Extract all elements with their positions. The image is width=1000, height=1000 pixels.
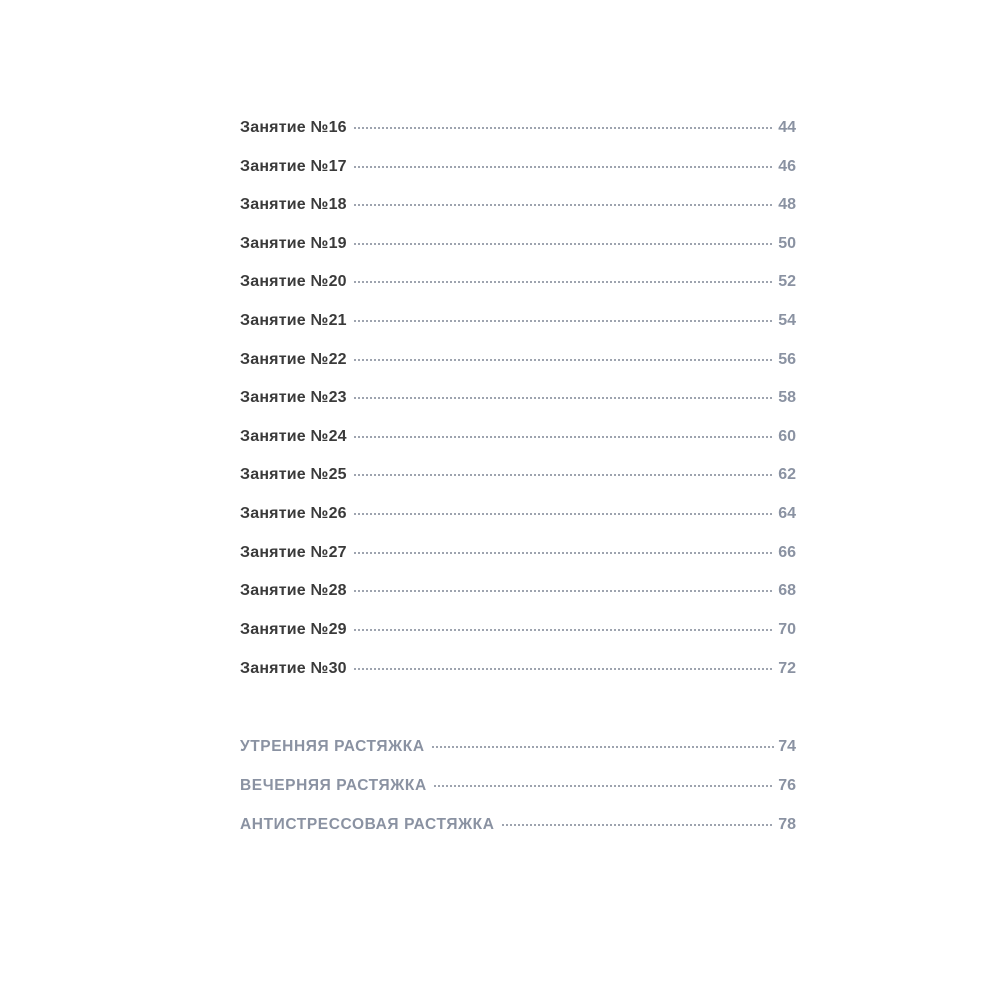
- dot-leader: [433, 785, 774, 787]
- dot-leader: [353, 397, 774, 399]
- toc-entry-page-number: 46: [778, 158, 796, 175]
- toc-entry-label: Занятие №28: [240, 582, 347, 599]
- toc-entry-lesson-20[interactable]: [240, 261, 796, 291]
- toc-entry-morning-stretch[interactable]: [240, 726, 796, 756]
- toc-section-label: УТРЕННЯЯ РАСТЯЖКА: [240, 738, 425, 755]
- toc-entry-lesson-28[interactable]: [240, 570, 796, 600]
- dot-leader: [353, 513, 774, 515]
- dot-leader: [501, 824, 775, 826]
- toc-entry-label: Занятие №20: [240, 273, 347, 290]
- dot-leader: [353, 668, 774, 670]
- toc-entry-page-number: 60: [778, 428, 796, 445]
- dot-leader: [353, 127, 774, 129]
- toc-entry-page-number: 52: [778, 273, 796, 290]
- toc-entry-lesson-23[interactable]: [240, 377, 796, 407]
- dot-leader: [353, 474, 774, 476]
- dot-leader: [353, 590, 774, 592]
- toc-entry-lesson-30[interactable]: [240, 648, 796, 678]
- toc-entry-antistress-stretch[interactable]: [240, 804, 796, 834]
- toc-entry-label: Занятие №29: [240, 621, 347, 638]
- toc-entry-page-number: 56: [778, 351, 796, 368]
- dot-leader: [353, 243, 774, 245]
- toc-entry-lesson-27[interactable]: [240, 532, 796, 562]
- dot-leader: [353, 552, 774, 554]
- toc-entry-lesson-26[interactable]: [240, 493, 796, 523]
- dot-leader: [353, 281, 774, 283]
- toc-entry-lesson-17[interactable]: [240, 146, 796, 176]
- toc-entry-page-number: 58: [778, 389, 796, 406]
- toc-entry-label: Занятие №22: [240, 351, 347, 368]
- toc-entry-label: Занятие №30: [240, 660, 347, 677]
- toc-entry-label: Занятие №21: [240, 312, 347, 329]
- toc-entry-label: Занятие №16: [240, 119, 347, 136]
- dot-leader: [353, 166, 774, 168]
- toc-entry-page-number: 70: [778, 621, 796, 638]
- toc-entry-lesson-24[interactable]: [240, 416, 796, 446]
- toc-entry-evening-stretch[interactable]: [240, 765, 796, 795]
- dot-leader: [431, 746, 775, 748]
- dot-leader: [353, 436, 774, 438]
- toc-entry-label: Занятие №26: [240, 505, 347, 522]
- toc-entry-lesson-16[interactable]: [240, 107, 796, 137]
- toc-entry-lesson-25[interactable]: [240, 454, 796, 484]
- toc-entry-page-number: 72: [778, 660, 796, 677]
- toc-entry-page-number: 78: [778, 816, 796, 833]
- toc-entry-label: Занятие №18: [240, 196, 347, 213]
- toc-entry-label: Занятие №23: [240, 389, 347, 406]
- toc-entry-label: Занятие №19: [240, 235, 347, 252]
- toc-entry-lesson-21[interactable]: [240, 300, 796, 330]
- toc-section-label: АНТИСТРЕССОВАЯ РАСТЯЖКА: [240, 816, 495, 833]
- dot-leader: [353, 320, 774, 322]
- toc-entry-page-number: 48: [778, 196, 796, 213]
- table-of-contents: [240, 0, 796, 1000]
- toc-section-label: ВЕЧЕРНЯЯ РАСТЯЖКА: [240, 777, 427, 794]
- dot-leader: [353, 359, 774, 361]
- toc-entry-page-number: 62: [778, 466, 796, 483]
- toc-entry-lesson-19[interactable]: [240, 223, 796, 253]
- toc-entry-label: Занятие №25: [240, 466, 347, 483]
- toc-entry-label: Занятие №24: [240, 428, 347, 445]
- toc-entry-page-number: 64: [778, 505, 796, 522]
- toc-entry-label: Занятие №17: [240, 158, 347, 175]
- toc-entry-page-number: 76: [778, 777, 796, 794]
- toc-entry-lesson-29[interactable]: [240, 609, 796, 639]
- toc-entry-page-number: 50: [778, 235, 796, 252]
- dot-leader: [353, 204, 774, 206]
- toc-entry-label: Занятие №27: [240, 544, 347, 561]
- toc-entry-page-number: 68: [778, 582, 796, 599]
- toc-entry-lesson-22[interactable]: [240, 339, 796, 369]
- dot-leader: [353, 629, 774, 631]
- toc-entry-page-number: 66: [778, 544, 796, 561]
- toc-entry-page-number: 74: [778, 738, 796, 755]
- toc-entry-page-number: 44: [778, 119, 796, 136]
- toc-entry-page-number: 54: [778, 312, 796, 329]
- toc-entry-lesson-18[interactable]: [240, 184, 796, 214]
